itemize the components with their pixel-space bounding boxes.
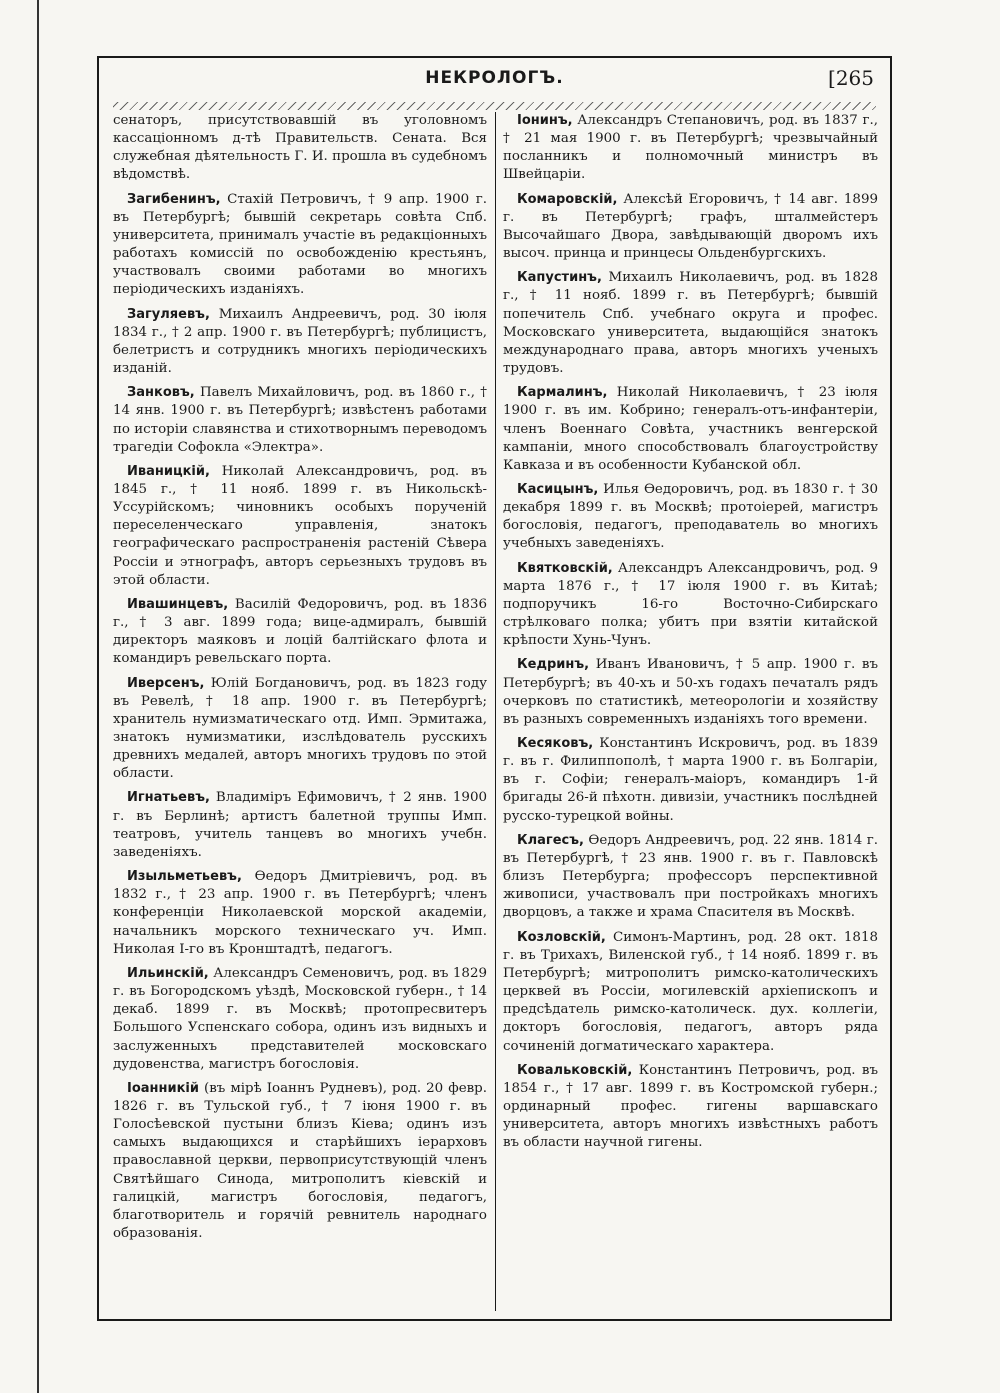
obituary-entry	[113, 112, 487, 185]
obituary-entry	[503, 384, 878, 475]
entry-text: Өедоръ Дмитріевичъ, род. въ 1832 г., † 23 апр. 1900 г. въ Петербургѣ; членъ конференціи Николаевской морской академіи, начальникъ морского техническаго уч. Имп. Николая I-го въ Кронштадтѣ, педагогъ.	[113, 869, 487, 957]
entry-text: Павелъ Михайловичъ, род. въ 1860 г., † 14 янв. 1900 г. въ Петербургѣ; извѣстенъ работами по исторіи славянства и стихотворнымъ переводомъ трагедіи Софокла «Электра».	[113, 385, 487, 455]
obituary-entry	[503, 112, 878, 185]
entry-text: Симонъ-Мартинъ, род. 28 окт. 1818 г. въ Трихахъ, Виленской губ., † 14 нояб. 1899 г. въ Петербургѣ; митрополитъ римско-католическихъ церквей въ Россіи, могилевскій архіепископъ и предсѣдатель римско-католическ. дух. коллегіи, докторъ богословія, педагогъ, авторъ ряда сочиненій догматическаго характера.	[503, 929, 878, 1054]
entry-name: Комаровскій,	[517, 191, 618, 207]
section-title: НЕКРОЛОГЪ.	[425, 68, 564, 88]
entry-text: Стахій Петровичъ, † 9 апр. 1900 г. въ Петербургѣ; бывшій секретарь совѣта Спб. университета, принималъ участіе въ редакціонныхъ работахъ комиссій по освобожденію крестьянъ, участвовалъ своими работами во многихъ періодическихъ изданіяхъ.	[113, 191, 487, 298]
entry-text: Иванъ Ивановичъ, † 5 апр. 1900 г. въ Петербургѣ; въ 40-хъ и 50-хъ годахъ печаталъ рядъ очерковъ по статистикѣ, метеорологіи и хозяйству въ разныхъ современныхъ изданіяхъ того времени.	[503, 657, 878, 727]
obituary-entry	[503, 560, 878, 651]
left-column	[113, 112, 487, 1311]
wavy-rule	[113, 102, 876, 110]
obituary-entry	[113, 868, 487, 959]
obituary-entry	[113, 789, 487, 862]
entry-text: сенаторъ, присутствовавшій въ уголовномъ кассаціонномъ д-тѣ Правительств. Сената. Вся служебная дѣятельность Г. И. прошла въ судебномъ вѣдомствѣ.	[113, 113, 487, 183]
entry-text: Владиміръ Ефимовичъ, † 2 янв. 1900 г. въ Берлинѣ; артистъ балетной труппы Имп. театровъ, учитель танцевъ во многихъ учебн. заведеніяхъ.	[113, 790, 487, 860]
entry-name: Іонинъ,	[517, 113, 573, 128]
entry-name: Ковальковскій,	[517, 1062, 633, 1078]
entry-name: Загибенинъ,	[127, 191, 221, 207]
entry-text: Александръ Степановичъ, род. въ 1837 г., † 21 мая 1900 г. въ Петербургѣ; чрезвычайный посланникъ и полномочный министръ въ Швейцаріи.	[503, 113, 878, 183]
entry-name: Занковъ,	[127, 385, 195, 401]
entry-text: Василій Федоровичъ, род. въ 1836 г., † 3 авг. 1899 года; вице-адмиралъ, бывшій директоръ маяковъ и лоцій балтійскаго флота и командиръ ревельскаго порта.	[113, 596, 487, 667]
obituary-entry	[503, 269, 878, 378]
page-frame	[97, 56, 892, 1321]
entry-name: Кесяковъ,	[517, 736, 594, 751]
entry-text: Михаилъ Андреевичъ, род. 30 іюля 1834 г., † 2 апр. 1900 г. въ Петербургѣ; публицистъ, белетристъ и сотрудникъ многихъ періодическихъ изданій.	[113, 306, 487, 377]
obituary-entry	[503, 832, 878, 923]
entry-name: Игнатьевъ,	[127, 790, 210, 806]
entry-text: (въ мірѣ Іоаннъ Рудневъ), род. 20 февр. 1826 г. въ Тульской губ., † 7 іюня 1900 г. въ Голосѣевской пустыни близъ Кіева; одинъ изъ самыхъ выдающихся и старѣйшихъ іерарховъ православной церкви, первоприсутствующій членъ Святѣйшаго Синода, митрополитъ кіевскій и галицкій, магистръ богословія, педагогъ, благотворитель и горячій ревнитель народнаго образованія.	[113, 1080, 487, 1242]
entry-text: Николай Александровичъ, род. въ 1845 г., † 11 нояб. 1899 г. въ Никольскѣ-Уссурійскомъ; чиновникъ особыхъ порученій переселенческаго управленія, знатокъ географическаго распространенія растеній Сѣвера Россіи и этнографъ, авторъ серьезныхъ трудовъ въ этой области.	[113, 463, 487, 588]
obituary-entry	[503, 1062, 878, 1153]
entry-text: Константинъ Искровичъ, род. въ 1839 г. въ г. Филиппополѣ, † марта 1900 г. въ Болгаріи, въ г. Софіи; генералъ-маіоръ, командиръ 1-й бригады 26-й пѣхотн. дивизіи, участникъ послѣдней русско-турецкой войны.	[503, 736, 878, 824]
entry-name: Ильинскій,	[127, 965, 209, 981]
entry-text: Юлій Богдановичъ, род. въ 1823 году въ Ревелѣ, † 18 апр. 1900 г. въ Петербургѣ; хранитель нумизматическаго отд. Имп. Эрмитажа, знатокъ нумизматики, изслѣдователь русскихъ древнихъ медалей, авторъ многихъ трудовъ по этой области.	[113, 675, 487, 782]
entry-text: Александръ Александровичъ, род. 9 марта 1876 г., † 17 іюля 1900 г. въ Китаѣ; подпоручикъ 16-го Восточно-Сибирскаго стрѣлковаго полка; убитъ при взятіи китайской крѣпости Хунь-Чунъ.	[503, 560, 878, 649]
obituary-entry	[503, 656, 878, 729]
obituary-entry	[113, 191, 487, 300]
obituary-entry	[503, 735, 878, 826]
entry-text: Александръ Семеновичъ, род. въ 1829 г. въ Богородскомъ уѣздѣ, Московской губерн., † 14 декаб. 1899 г. въ Москвѣ; протопресвитеръ Большого Успенскаго собора, одинъ изъ видныхъ и заслуженныхъ представителей московскаго дудовенства, магистръ богословія.	[113, 965, 487, 1072]
page-header	[99, 68, 890, 102]
obituary-entry	[113, 306, 487, 379]
entry-text: Константинъ Петровичъ, род. въ 1854 г., † 17 авг. 1899 г. въ Костромской губерн.; ординарный профес. гигены варшавскаго университета, авторъ многихъ извѣстныхъ работъ въ области научной гигены.	[503, 1062, 878, 1151]
right-column	[503, 112, 878, 1311]
entry-name: Капустинъ,	[517, 270, 602, 286]
obituary-entry	[113, 384, 487, 457]
entry-name: Козловскій,	[517, 929, 606, 945]
entry-name: Ивашинцевъ,	[127, 596, 229, 612]
obituary-entry	[113, 1080, 487, 1243]
entry-name: Квятковскій,	[517, 560, 613, 576]
entry-text: Өедоръ Андреевичъ, род. 22 янв. 1814 г. въ Петербургѣ, † 23 янв. 1900 г. въ г. Павловскѣ близъ Петербурга; профессоръ перспективной живописи, участвовалъ при постройкахъ многихъ дворцовъ, а также и храма Спасителя въ Москвѣ.	[503, 832, 878, 921]
obituary-entry	[113, 463, 487, 590]
obituary-entry	[113, 675, 487, 784]
obituary-entry	[503, 929, 878, 1056]
entry-text: Михаилъ Николаевичъ, род. въ 1828 г., † 11 нояб. 1899 г. въ Петербургѣ; бывшій попечитель Спб. учебнаго округа и профес. Московскаго университета, выдающійся знатокъ международнаго права, авторъ многихъ ученыхъ трудовъ.	[503, 270, 878, 377]
entry-text: Илья Өедоровичъ, род. въ 1830 г. † 30 декабря 1899 г. въ Москвѣ; протоіерей, магистръ богословія, педагогъ, преподаватель во многихъ учебныхъ заведеніяхъ.	[503, 481, 878, 552]
entry-name: Иверсенъ,	[127, 675, 205, 691]
page-number: [265	[828, 66, 874, 90]
obituary-entry	[503, 191, 878, 264]
entry-name: Иваницкій,	[127, 463, 210, 479]
entry-name: Загуляевъ,	[127, 306, 210, 322]
entry-name: Іоанникій	[127, 1080, 200, 1096]
entry-name: Касицынъ,	[517, 481, 599, 497]
entry-text: Алексѣй Егоровичъ, † 14 авг. 1899 г. въ Петербургѣ; графъ, шталмейстеръ Высочайшаго Двора, завѣдывающій дворомъ ихъ высоч. принца и принцесы Ольденбургскихъ.	[503, 191, 878, 262]
entry-name: Клагесъ,	[517, 832, 584, 848]
obituary-entry	[113, 965, 487, 1074]
obituary-entry	[503, 481, 878, 554]
entry-name: Изыльметьевъ,	[127, 869, 242, 885]
column-divider	[495, 112, 496, 1311]
entry-name: Кедринъ,	[517, 657, 590, 673]
page-edge-line	[37, 0, 39, 1393]
entry-name: Кармалинъ,	[517, 385, 608, 401]
obituary-entry	[113, 596, 487, 669]
entry-text: Николай Николаевичъ, † 23 іюля 1900 г. въ им. Кобрино; генералъ-отъ-инфантеріи, членъ Военнаго Совѣта, участникъ венгерской кампаніи, много способствовалъ благоустройству Кавказа и въ особенности Кубанской обл.	[503, 385, 878, 473]
